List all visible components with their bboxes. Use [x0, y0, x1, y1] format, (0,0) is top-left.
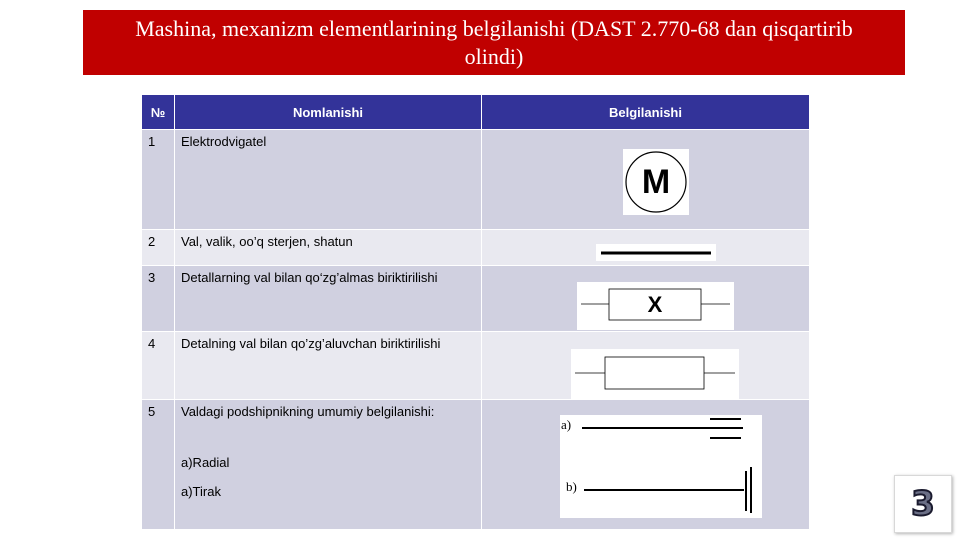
page-number-badge — [894, 475, 952, 533]
table-row — [142, 230, 810, 266]
symbol-cell — [482, 400, 810, 530]
row-number: 4 — [142, 332, 175, 400]
symbol-cell — [482, 230, 810, 266]
shaft-line-symbol — [596, 244, 716, 261]
table-row — [142, 332, 810, 400]
row-name: Elektrodvigatel — [175, 130, 482, 230]
slide-title: Mashina, mexanizm elementlarining belgilanishi (DAST 2.770-68 dan qisqartirib olindi) — [83, 10, 905, 75]
symbol-cell — [482, 266, 810, 332]
bearing-label-a: a) — [561, 417, 572, 432]
table-header-row — [142, 95, 810, 130]
bearing-radial-label: a)Radial — [181, 455, 230, 470]
motor-letter: M — [641, 163, 671, 201]
row-name: Val, valik, oo’q sterjen, shatun — [175, 230, 482, 266]
movable-connection-symbol — [571, 349, 739, 399]
row-name: Valdagi podshipnikning umumiy belgilanishi: — [181, 404, 435, 419]
page-number: 3 — [911, 484, 935, 524]
bearing-symbols — [560, 415, 762, 518]
electric-motor-symbol — [623, 149, 689, 215]
row-number: 1 — [142, 130, 175, 230]
row-name: Detallarning val bilan qo‘zg’almas biriktirilishi — [175, 266, 482, 332]
table-row — [142, 400, 810, 530]
row-name-cell — [175, 400, 482, 530]
symbol-cell — [482, 130, 810, 230]
bearing-thrust-label: a)Tirak — [181, 484, 221, 499]
header-number: № — [142, 95, 175, 130]
symbol-cell — [482, 332, 810, 400]
fixed-connection-x: X — [647, 292, 663, 317]
header-symbol: Belgilanishi — [482, 95, 810, 130]
row-number: 3 — [142, 266, 175, 332]
row-name: Detalning val bilan qo’zg’aluvchan biriktirilishi — [175, 332, 482, 400]
table-row — [142, 266, 810, 332]
header-name: Nomlanishi — [175, 95, 482, 130]
row-number: 5 — [142, 400, 175, 530]
row-number: 2 — [142, 230, 175, 266]
symbols-table — [141, 94, 810, 530]
table-row — [142, 130, 810, 230]
fixed-connection-symbol — [577, 282, 734, 330]
bearing-label-b: b) — [566, 479, 577, 494]
